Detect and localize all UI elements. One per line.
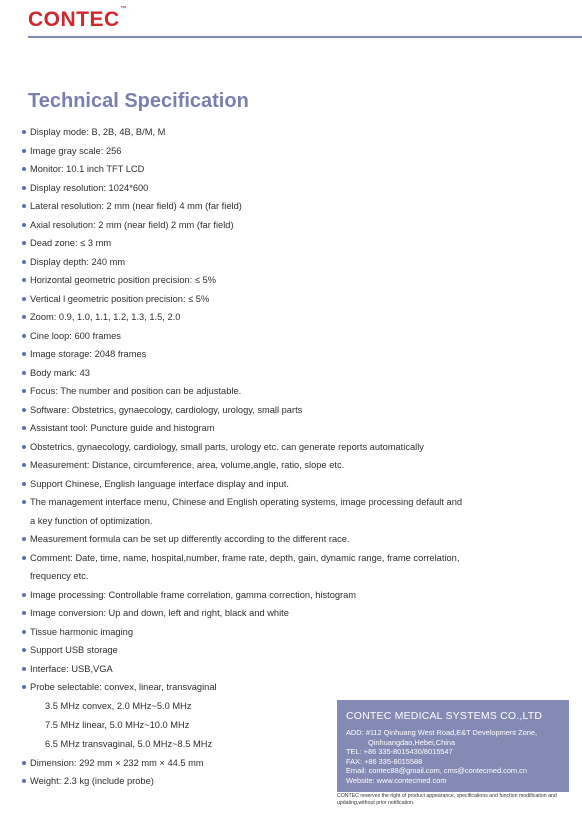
spec-item: Support Chinese, English language interface display and input. bbox=[22, 475, 492, 494]
address-line-2: Qinhuangdao,Hebei,China bbox=[368, 737, 456, 747]
spec-item: Monitor: 10.1 inch TFT LCD bbox=[22, 160, 492, 179]
page-title: Technical Specification bbox=[28, 90, 249, 112]
spec-item: Axial resolution: 2 mm (near field) 2 mm (far field) bbox=[22, 216, 492, 235]
spec-item: Software: Obstetrics, gynaecology, cardiology, urology, small parts bbox=[22, 401, 492, 420]
email: Email: contec88@gmail.com, cms@contecmed.com.cn bbox=[346, 766, 527, 776]
spec-item: Support USB storage bbox=[22, 641, 492, 660]
header-divider bbox=[28, 36, 582, 38]
company-name: CONTEC MEDICAL SYSTEMS CO.,LTD bbox=[346, 710, 543, 722]
spec-item: Zoom: 0.9, 1.0, 1.1, 1.2, 1.3, 1.5, 2.0 bbox=[22, 308, 492, 327]
spec-sub-item: 6.5 MHz transvaginal, 5.0 MHz~8.5 MHz bbox=[45, 738, 213, 749]
company-contact-box bbox=[337, 700, 569, 792]
spec-item: Comment: Date, time, name, hospital,number, frame rate, depth, gain, dynamic range, frame correlation, bbox=[22, 549, 492, 568]
spec-item: Tissue harmonic imaging bbox=[22, 623, 492, 642]
fax: FAX: +86 335-8015588 bbox=[346, 756, 423, 766]
spec-item: Interface: USB,VGA bbox=[22, 660, 492, 679]
contec-logo bbox=[28, 8, 127, 32]
spec-item: Body mark: 43 bbox=[22, 364, 492, 383]
spec-item: Image processing: Controllable frame correlation, gamma correction, histogram bbox=[22, 586, 492, 605]
spec-item: Display mode: B, 2B, 4B, B/M, M bbox=[22, 123, 492, 142]
contact-details bbox=[346, 728, 566, 786]
spec-item: Horizontal geometric position precision: ≤ 5% bbox=[22, 271, 492, 290]
spec-item-continuation: frequency etc. bbox=[30, 571, 89, 581]
logo-text: CONTEC bbox=[28, 8, 120, 31]
spec-item: Weight: 2.3 kg (include probe) bbox=[22, 772, 492, 791]
spec-item: Obstetrics, gynaecology, cardiology, small parts, urology etc. can generate reports automatically bbox=[22, 438, 492, 457]
spec-item: Display resolution: 1024*600 bbox=[22, 179, 492, 198]
spec-item: Display depth: 240 mm bbox=[22, 253, 492, 272]
spec-list bbox=[22, 123, 492, 791]
spec-sub-item: 3.5 MHz convex, 2.0 MHz~5.0 MHz bbox=[45, 700, 192, 711]
trademark-mark: ™ bbox=[120, 6, 128, 12]
spec-item: Measurement formula can be set up differently according to the different race. bbox=[22, 530, 492, 549]
spec-item: Focus: The number and position can be adjustable. bbox=[22, 382, 492, 401]
spec-item: Cine loop: 600 frames bbox=[22, 327, 492, 346]
spec-item-continuation: a key function of optimization. bbox=[30, 515, 153, 526]
spec-item: Probe selectable: convex, linear, transvaginal bbox=[22, 678, 492, 697]
address-line-1: ADD: #112 Qinhuang West Road,E&T Development Zone, bbox=[346, 728, 538, 737]
spec-item: Measurement: Distance, circumference, area, volume,angle, ratio, slope etc. bbox=[22, 456, 492, 475]
spec-item: Vertical l geometric position precision: ≤ 5% bbox=[22, 290, 492, 309]
spec-item: Image storage: 2048 frames bbox=[22, 345, 492, 364]
spec-item: Image conversion: Up and down, left and right, black and white bbox=[22, 604, 492, 623]
spec-item: Dead zone: ≤ 3 mm bbox=[22, 234, 492, 253]
disclaimer: CONTEC reserves the right of product appearance, specifications and function modification and updating,without prior notification. bbox=[337, 793, 557, 806]
telephone: TEL: +86 335-8015430/8015547 bbox=[346, 747, 453, 757]
spec-item: Assistant tool: Puncture guide and histogram bbox=[22, 419, 492, 438]
spec-sub-item: 7.5 MHz linear, 5.0 MHz~10.0 MHz bbox=[45, 719, 190, 730]
spec-item: Dimension: 292 mm × 232 mm × 44.5 mm bbox=[22, 754, 492, 773]
spec-item: Image gray scale: 256 bbox=[22, 142, 492, 161]
website: Website: www.contecmed.com bbox=[346, 775, 447, 785]
spec-item: Lateral resolution: 2 mm (near field) 4 mm (far field) bbox=[22, 197, 492, 216]
spec-item: The management interface menu, Chinese and English operating systems, image processing default and bbox=[22, 493, 492, 512]
